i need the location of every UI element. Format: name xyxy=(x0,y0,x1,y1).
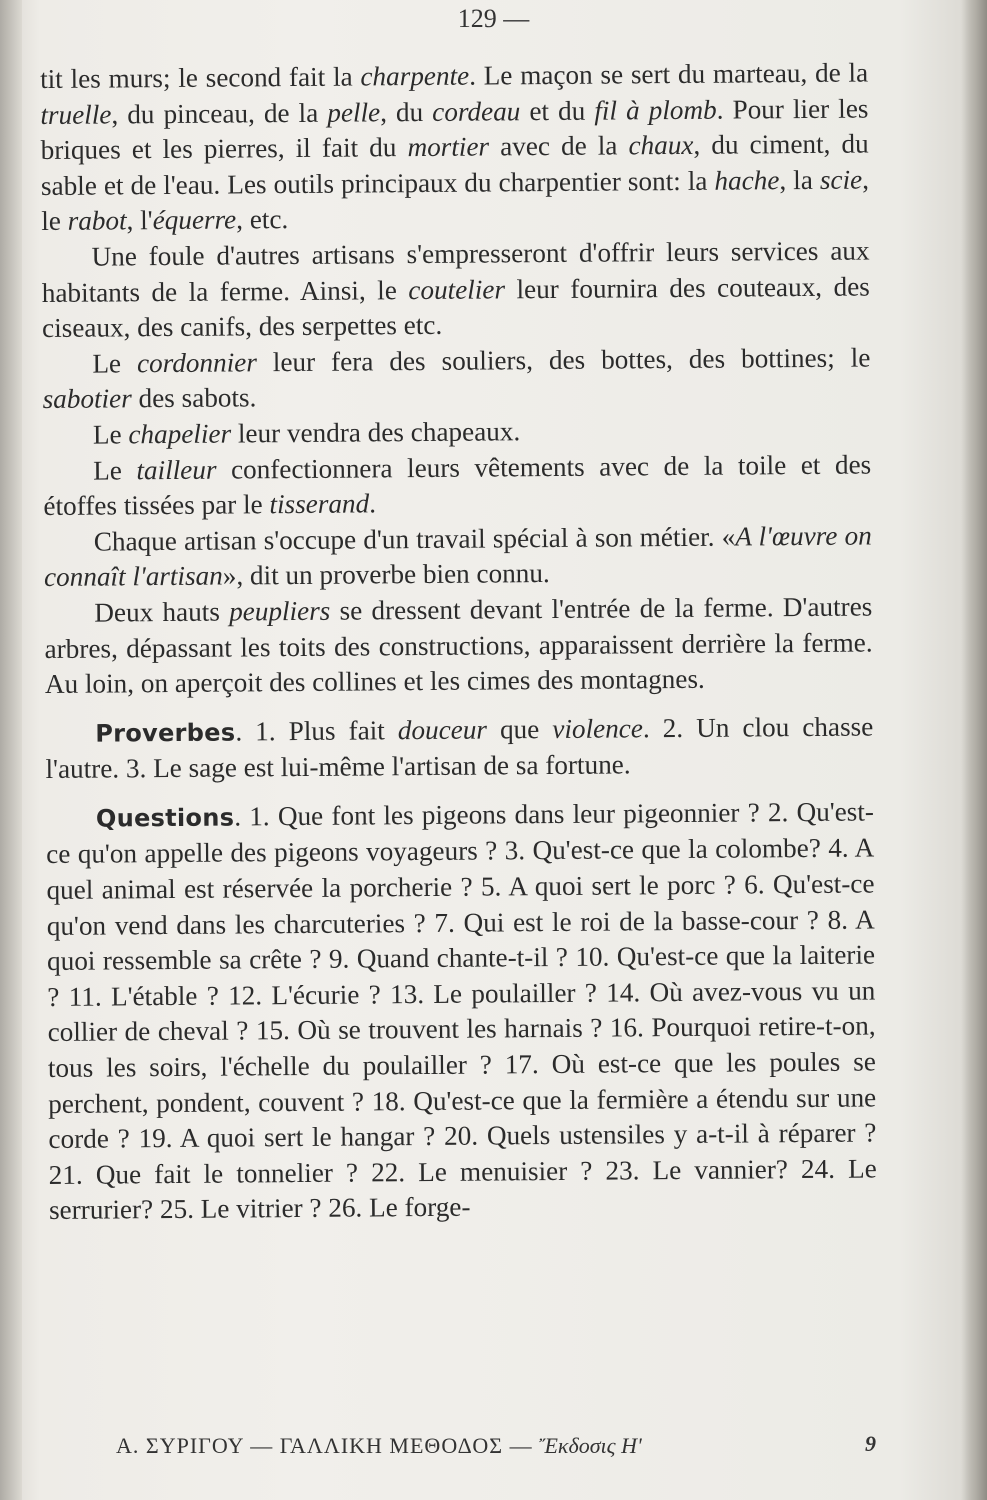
page-number: 129 — xyxy=(457,4,530,33)
binding-shadow xyxy=(0,0,22,1500)
body-text xyxy=(40,55,877,1228)
page-edge xyxy=(961,0,987,1500)
paragraph-4: Le chapelier leur vendra des chapeaux. xyxy=(92,416,521,450)
footer-edition: Ἔκδοσις Η' xyxy=(539,1433,642,1458)
footer-signature xyxy=(116,1433,876,1459)
paragraph-5: Le tailleur confectionnera leurs vêtements avec de la toile et des étoffes tissées par le tisserand. xyxy=(43,449,872,522)
proverbs-paragraph: Proverbes. 1. Plus fait douceur que violence. 2. Un clou chasse l'autre. 3. Le sage est lui-même l'artisan de sa fortune. xyxy=(45,711,874,785)
proverbs-heading: Proverbes xyxy=(95,718,236,748)
paragraph-3: Le cordonnier leur fera des souliers, des bottes, des bottines; le sabotier des sabots. xyxy=(42,342,871,415)
paragraph-2: Une foule d'autres artisans s'empresseront d'offrir leurs services aux habitants de la ferme. Ainsi, le coutelier leur fournira des couteaux, des ciseaux, des canifs, des serpettes etc. xyxy=(41,235,870,344)
paragraph-1: tit les murs; le second fait la charpente. Le maçon se sert du marteau, de la truelle, du pinceau, de la pelle, du cordeau et du fil à plomb. Pour lier les briques et les pierres, il fait du mortier avec de la chaux, du ciment, du sable et de l'eau. Les outils principaux du charpentier sont: la hache, la scie, le rabot, l'équerre, etc. xyxy=(40,57,870,237)
sheet-number: 9 xyxy=(865,1431,876,1456)
paragraph-6: Chaque artisan s'occupe d'un travail spécial à son métier. «A l'œuvre on connaît l'artisan», dit un proverbe bien connu. xyxy=(43,520,872,593)
paragraph-7: Deux hauts peupliers se dressent devant l'entrée de la ferme. D'autres arbres, dépassant les toits des constructions, apparaissent derrière la ferme. Au loin, on aperçoit des collines et les cimes des montagnes. xyxy=(44,591,873,700)
footer-text: Α. ΣΥΡΙΓΟΥ — ΓΑΛΛΙΚΗ ΜΕΘΟΔΟΣ — xyxy=(116,1433,540,1458)
questions-paragraph: Questions. 1. Que font les pigeons dans leur pigeonnier ? 2. Qu'est-ce qu'on appelle des pigeons voyageurs ? 3. Qu'est-ce que la colombe? 4. A quel animal est réservée la porcherie ? 5. A quoi sert le porc ? 6. Qu'est-ce qu'on vend dans les charcuteries ? 7. Qui est le roi de la basse-cour ? 8. A quoi ressemble sa crête ? 9. Quand chante-t-il ? 10. Qu'est-ce que la laiterie ? 11. L'étable ? 12. L'écurie ? 13. Le poulailler ? 14. Où avez-vous vu un collier de cheval ? 15. Où se trouvent les harnais ? 16. Pourquoi retire-t-on, tous les soirs, l'échelle du poulailler ? 17. Où est-ce que les poules se perchent, pondent, couvent ? 18. Qu'est-ce que la fermière a étendu sur une corde ? 19. A quoi sert le hangar ? 20. Quels ustensiles y a-t-il à réparer ? 21. Que fait le tonnelier ? 22. Le menuisier ? 23. Le vannier? 24. Le serrurier? 25. Le vitrier ? 26. Le forge- xyxy=(46,796,877,1226)
questions-heading: Questions xyxy=(95,803,235,833)
